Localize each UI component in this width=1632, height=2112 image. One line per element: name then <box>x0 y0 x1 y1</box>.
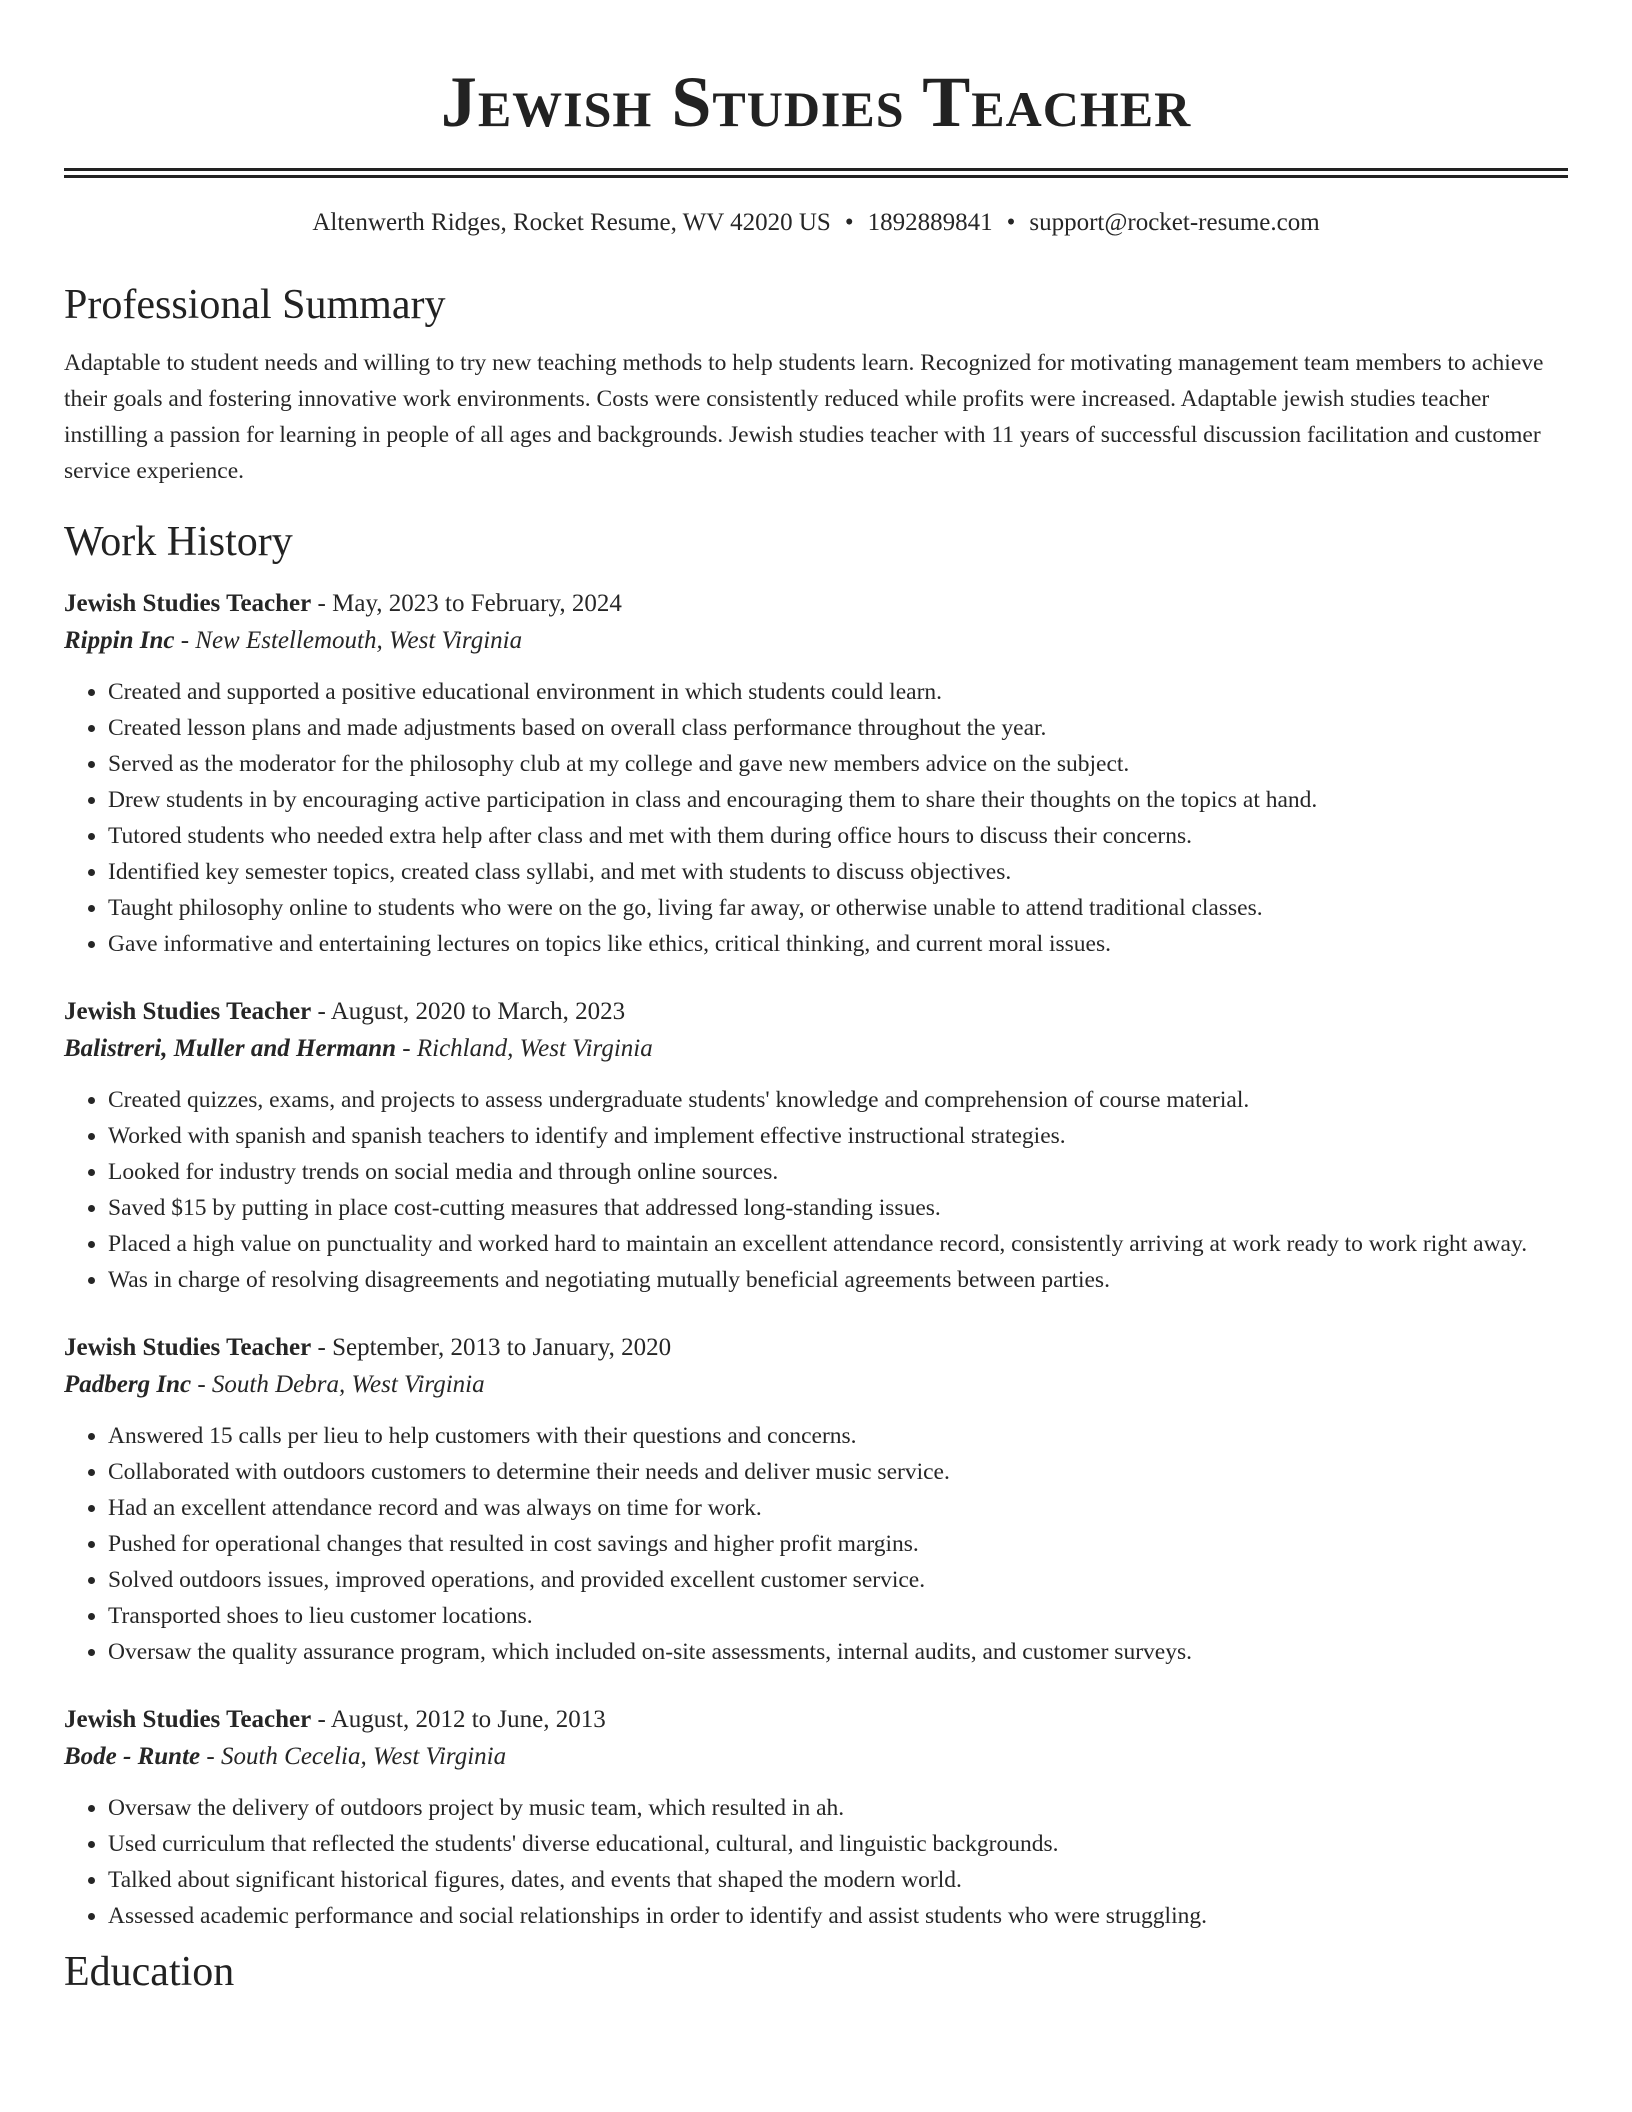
job-bullets <box>64 1790 1568 1934</box>
job-company: Padberg Inc <box>64 1371 192 1398</box>
job-dates: - August, 2020 to March, 2023 <box>311 998 626 1025</box>
job-bullet-item: • Used curriculum that reflected the students' diverse educational, cultural, and linguistic backgrounds. <box>108 1826 1568 1862</box>
job-bullet-item: • Created lesson plans and made adjustments based on overall class performance throughout the year. <box>108 710 1568 746</box>
summary-heading: Professional Summary <box>64 282 446 328</box>
job-location: - South Cecelia, West Virginia <box>200 1743 507 1770</box>
job-entry <box>64 1330 1568 1670</box>
job-bullet-item: • Served as the moderator for the philosophy club at my college and gave new members advice on the subject. <box>108 746 1568 782</box>
job-header <box>64 586 1568 622</box>
job-entry <box>64 586 1568 962</box>
job-bullet-item: • Talked about significant historical figures, dates, and events that shaped the modern world. <box>108 1862 1568 1898</box>
job-bullet-item: • Taught philosophy online to students who were on the go, living far away, or otherwise unable to attend traditional classes. <box>108 890 1568 926</box>
job-bullet-item: • Created quizzes, exams, and projects to assess undergraduate students' knowledge and comprehension of course material. <box>108 1082 1568 1118</box>
job-company: Bode - Runte <box>64 1743 201 1770</box>
resume-name: Jewish Studies Teacher <box>440 62 1192 142</box>
job-entry <box>64 994 1568 1298</box>
contact-separator: • <box>1006 209 1016 236</box>
job-bullet-item: • Collaborated with outdoors customers to determine their needs and deliver music service. <box>108 1454 1568 1490</box>
job-bullet-item: • Created and supported a positive educational environment in which students could learn. <box>108 674 1568 710</box>
education-heading: Education <box>64 1949 235 1995</box>
job-title: Jewish Studies Teacher <box>64 998 312 1025</box>
contact-separator: • <box>844 209 854 236</box>
job-dates: - May, 2023 to February, 2024 <box>311 590 622 617</box>
job-bullet-item: • Identified key semester topics, created class syllabi, and met with students to discuss objectives. <box>108 854 1568 890</box>
job-bullet-item: • Saved $15 by putting in place cost-cutting measures that addressed long-standing issues. <box>108 1190 1568 1226</box>
job-title: Jewish Studies Teacher <box>64 1334 312 1361</box>
job-employer-line <box>64 1030 1568 1068</box>
job-bullet-item: • Oversaw the quality assurance program, which included on-site assessments, internal audits, and customer surveys. <box>108 1634 1568 1670</box>
job-bullet-item: • Assessed academic performance and social relationships in order to identify and assist students who were struggling. <box>108 1898 1568 1934</box>
job-title: Jewish Studies Teacher <box>64 590 312 617</box>
job-bullet-item: • Was in charge of resolving disagreements and negotiating mutually beneficial agreements between parties. <box>108 1262 1568 1298</box>
job-bullet-item: • Answered 15 calls per lieu to help customers with their questions and concerns. <box>108 1418 1568 1454</box>
job-company: Rippin Inc <box>64 627 175 654</box>
job-dates: - September, 2013 to January, 2020 <box>311 1334 672 1361</box>
contact-phone: 1892889841 <box>867 209 993 236</box>
job-entry <box>64 1702 1568 1934</box>
job-header <box>64 1330 1568 1366</box>
job-bullet-item: • Gave informative and entertaining lectures on topics like ethics, critical thinking, and current moral issues. <box>108 926 1568 962</box>
job-bullet-item: • Transported shoes to lieu customer locations. <box>108 1598 1568 1634</box>
job-bullet-item: • Had an excellent attendance record and was always on time for work. <box>108 1490 1568 1526</box>
job-dates: - August, 2012 to June, 2013 <box>311 1706 606 1733</box>
job-bullet-item: • Oversaw the delivery of outdoors project by music team, which resulted in ah. <box>108 1790 1568 1826</box>
job-company: Balistreri, Muller and Hermann <box>64 1035 397 1062</box>
job-bullets <box>64 1418 1568 1670</box>
job-bullet-item: • Placed a high value on punctuality and worked hard to maintain an excellent attendance record, consistently arriving at work ready to work right away. <box>108 1226 1568 1262</box>
work-history-list <box>64 586 1568 1934</box>
job-header <box>64 1702 1568 1738</box>
contact-line <box>64 205 1568 241</box>
work-history-heading: Work History <box>64 519 293 565</box>
resume-page <box>64 0 1568 1998</box>
job-bullet-item: • Pushed for operational changes that resulted in cost savings and higher profit margins. <box>108 1526 1568 1562</box>
job-bullet-item: • Drew students in by encouraging active participation in class and encouraging them to share their thoughts on the topics at hand. <box>108 782 1568 818</box>
job-header <box>64 994 1568 1030</box>
header-double-rule <box>64 168 1568 178</box>
job-bullet-item: • Looked for industry trends on social media and through online sources. <box>108 1154 1568 1190</box>
job-title: Jewish Studies Teacher <box>64 1706 312 1733</box>
job-bullet-item: • Tutored students who needed extra help after class and met with them during office hours to discuss their concerns. <box>108 818 1568 854</box>
job-location: - New Estellemouth, West Virginia <box>174 627 523 654</box>
job-employer-line <box>64 1738 1568 1776</box>
contact-address: Altenwerth Ridges, Rocket Resume, WV 42020 US <box>312 209 831 236</box>
summary-text: Adaptable to student needs and willing to try new teaching methods to help students learn. Recognized for motivating management team members to achieve their goals and fostering innovative work environments. Costs were consistently reduced while profits were increased. Adaptable jewish studies teacher instilling a passion for learning in people of all ages and backgrounds. Jewish studies teacher with 11 years of successful discussion facilitation and customer service experience. <box>64 350 1544 484</box>
job-bullets <box>64 674 1568 962</box>
job-bullet-item: • Worked with spanish and spanish teachers to identify and implement effective instructional strategies. <box>108 1118 1568 1154</box>
job-location: - Richland, West Virginia <box>396 1035 653 1062</box>
job-location: - South Debra, West Virginia <box>191 1371 485 1398</box>
job-bullet-item: • Solved outdoors issues, improved operations, and provided excellent customer service. <box>108 1562 1568 1598</box>
contact-email: support@rocket-resume.com <box>1029 209 1320 236</box>
job-employer-line <box>64 622 1568 660</box>
job-employer-line <box>64 1366 1568 1404</box>
job-bullets <box>64 1082 1568 1298</box>
